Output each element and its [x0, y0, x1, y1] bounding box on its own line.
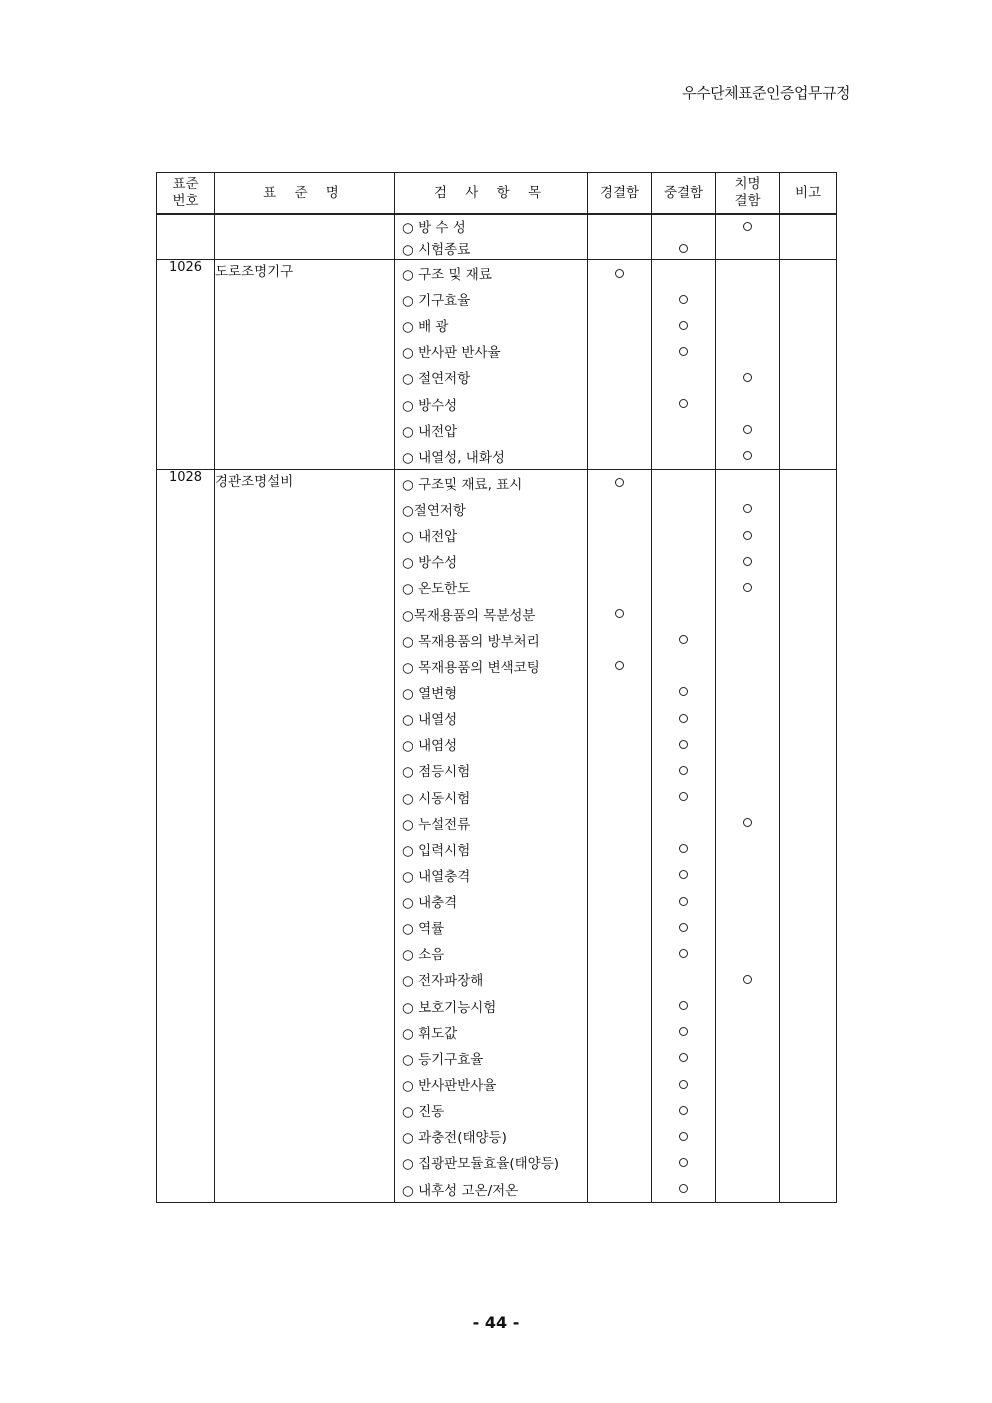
- circle-mark-icon: [679, 740, 688, 749]
- circle-mark-icon: [679, 766, 688, 775]
- inspection-item: ○ 진동: [402, 1104, 445, 1121]
- inspection-item: ○ 열변형: [402, 685, 458, 702]
- inspection-item: ○ 내열성: [402, 712, 458, 729]
- inspection-item: ○ 내전압: [402, 423, 458, 440]
- header-std-name: [215, 173, 395, 215]
- critical-defect-cell: [716, 214, 780, 260]
- page-number: - 44 -: [472, 1313, 520, 1332]
- circle-mark-icon: [679, 923, 688, 932]
- header-items-label: 검 사 항 목: [433, 184, 549, 201]
- circle-mark-icon: [743, 818, 752, 827]
- circle-mark-icon: [679, 1001, 688, 1010]
- circle-mark-icon: [679, 714, 688, 723]
- circle-mark-icon: [615, 478, 624, 487]
- circle-mark-icon: [679, 687, 688, 696]
- minor-defect-cell: [588, 214, 652, 260]
- circle-mark-icon: [679, 1184, 688, 1193]
- inspection-items-cell: [395, 214, 588, 260]
- standard-name-cell: 도로조명기구: [215, 260, 395, 470]
- circle-mark-icon: [679, 1027, 688, 1036]
- circle-mark-icon: [743, 557, 752, 566]
- inspection-item: ○ 방 수 성: [402, 220, 466, 236]
- critical-defect-cell: [716, 469, 780, 1202]
- remarks-cell: [780, 469, 837, 1202]
- circle-mark-icon: [679, 399, 688, 408]
- circle-mark-icon: [743, 531, 752, 540]
- circle-mark-icon: [743, 425, 752, 434]
- circle-mark-icon: [743, 583, 752, 592]
- circle-mark-icon: [679, 1053, 688, 1062]
- circle-mark-icon: [679, 792, 688, 801]
- inspection-item: ○ 목재용품의 변색코팅: [402, 659, 540, 676]
- document-header: 우수단체표준인증업무규정: [682, 84, 850, 102]
- major-defect-cell: [652, 214, 716, 260]
- major-defect-cell: [652, 469, 716, 1202]
- inspection-item: ○목재용품의 목분성분: [402, 607, 536, 624]
- circle-mark-icon: [743, 451, 752, 460]
- table-row: [157, 469, 837, 1202]
- inspection-items-cell: [395, 469, 588, 1202]
- inspection-item: ○ 구조 및 재료: [402, 267, 492, 284]
- inspection-item: ○ 소음: [402, 947, 445, 964]
- remarks-cell: [780, 260, 837, 470]
- critical-defect-cell: [716, 260, 780, 470]
- inspection-item: ○ 입력시험: [402, 842, 471, 859]
- inspection-item: ○ 내열충격: [402, 868, 471, 885]
- inspection-item: ○ 구조및 재료, 표시: [402, 476, 523, 493]
- header-remarks: 비고: [780, 173, 837, 215]
- inspection-item: ○ 시험종료: [402, 242, 471, 258]
- inspection-item: ○ 반사판반사율: [402, 1078, 497, 1095]
- circle-mark-icon: [679, 1080, 688, 1089]
- header-items: [395, 173, 588, 215]
- inspection-item: ○ 누설전류: [402, 816, 471, 833]
- circle-mark-icon: [615, 609, 624, 618]
- circle-mark-icon: [743, 222, 752, 231]
- standard-number-cell: 1028: [157, 469, 215, 1202]
- inspection-item: ○ 내후성 고온/저온: [402, 1182, 519, 1199]
- remarks-cell: [780, 214, 837, 260]
- standard-number-cell: 1026: [157, 260, 215, 470]
- inspection-item: ○ 내염성: [402, 738, 458, 755]
- inspection-item: ○ 보호기능시험: [402, 999, 497, 1016]
- inspection-item: ○ 기구효율: [402, 293, 471, 310]
- circle-mark-icon: [679, 1106, 688, 1115]
- circle-mark-icon: [615, 269, 624, 278]
- inspection-item: ○ 집광판모듈효율(태양등): [402, 1156, 560, 1173]
- circle-mark-icon: [679, 870, 688, 879]
- circle-mark-icon: [679, 844, 688, 853]
- circle-mark-icon: [679, 1132, 688, 1141]
- inspection-item: ○ 전자파장해: [402, 973, 484, 990]
- inspection-item: ○ 방수성: [402, 397, 458, 414]
- circle-mark-icon: [743, 975, 752, 984]
- header-critical-line2: 결함: [734, 193, 761, 209]
- inspection-item: ○ 내열성, 내화성: [402, 449, 505, 466]
- inspection-item: ○ 내전압: [402, 529, 458, 546]
- circle-mark-icon: [679, 949, 688, 958]
- circle-mark-icon: [743, 504, 752, 513]
- circle-mark-icon: [679, 244, 688, 253]
- circle-mark-icon: [679, 1158, 688, 1167]
- circle-mark-icon: [679, 347, 688, 356]
- table-row: [157, 214, 837, 260]
- minor-defect-cell: [588, 260, 652, 470]
- minor-defect-cell: [588, 469, 652, 1202]
- inspection-item: ○ 역률: [402, 921, 445, 938]
- standard-number-cell: [157, 214, 215, 260]
- inspection-item: ○ 내충격: [402, 895, 458, 912]
- inspection-item: ○ 반사판 반사율: [402, 345, 501, 362]
- inspection-item: ○ 시동시험: [402, 790, 471, 807]
- header-critical: [716, 173, 780, 215]
- inspection-item: ○ 목재용품의 방부처리: [402, 633, 540, 650]
- header-minor: 경결함: [588, 173, 652, 215]
- table-row: [157, 260, 837, 470]
- major-defect-cell: [652, 260, 716, 470]
- header-std-no-line2: 번호: [172, 193, 199, 209]
- inspection-item: ○ 점등시험: [402, 764, 471, 781]
- inspection-item: ○ 과충전(태양등): [402, 1130, 507, 1147]
- header-std-no-line1: 표준: [172, 176, 199, 192]
- inspection-table: [156, 172, 837, 1203]
- circle-mark-icon: [679, 897, 688, 906]
- circle-mark-icon: [679, 295, 688, 304]
- header-major: 중결함: [652, 173, 716, 215]
- header-std-no: [157, 173, 215, 215]
- table-header-row: [157, 173, 837, 215]
- inspection-item: ○절연저항: [402, 502, 466, 519]
- inspection-item: ○ 방수성: [402, 555, 458, 572]
- standard-name-cell: [215, 214, 395, 260]
- table-body: [157, 214, 837, 1202]
- circle-mark-icon: [679, 321, 688, 330]
- inspection-item: ○ 휘도값: [402, 1025, 458, 1042]
- circle-mark-icon: [679, 635, 688, 644]
- circle-mark-icon: [743, 373, 752, 382]
- circle-mark-icon: [615, 661, 624, 670]
- header-critical-line1: 치명: [734, 176, 761, 192]
- inspection-item: ○ 등기구효율: [402, 1051, 484, 1068]
- inspection-item: ○ 배 광: [402, 319, 449, 336]
- inspection-item: ○ 절연저항: [402, 371, 471, 388]
- standard-name-cell: 경관조명설비: [215, 469, 395, 1202]
- header-std-name-label: 표 준 명: [263, 184, 346, 201]
- inspection-items-cell: [395, 260, 588, 470]
- inspection-item: ○ 온도한도: [402, 581, 471, 598]
